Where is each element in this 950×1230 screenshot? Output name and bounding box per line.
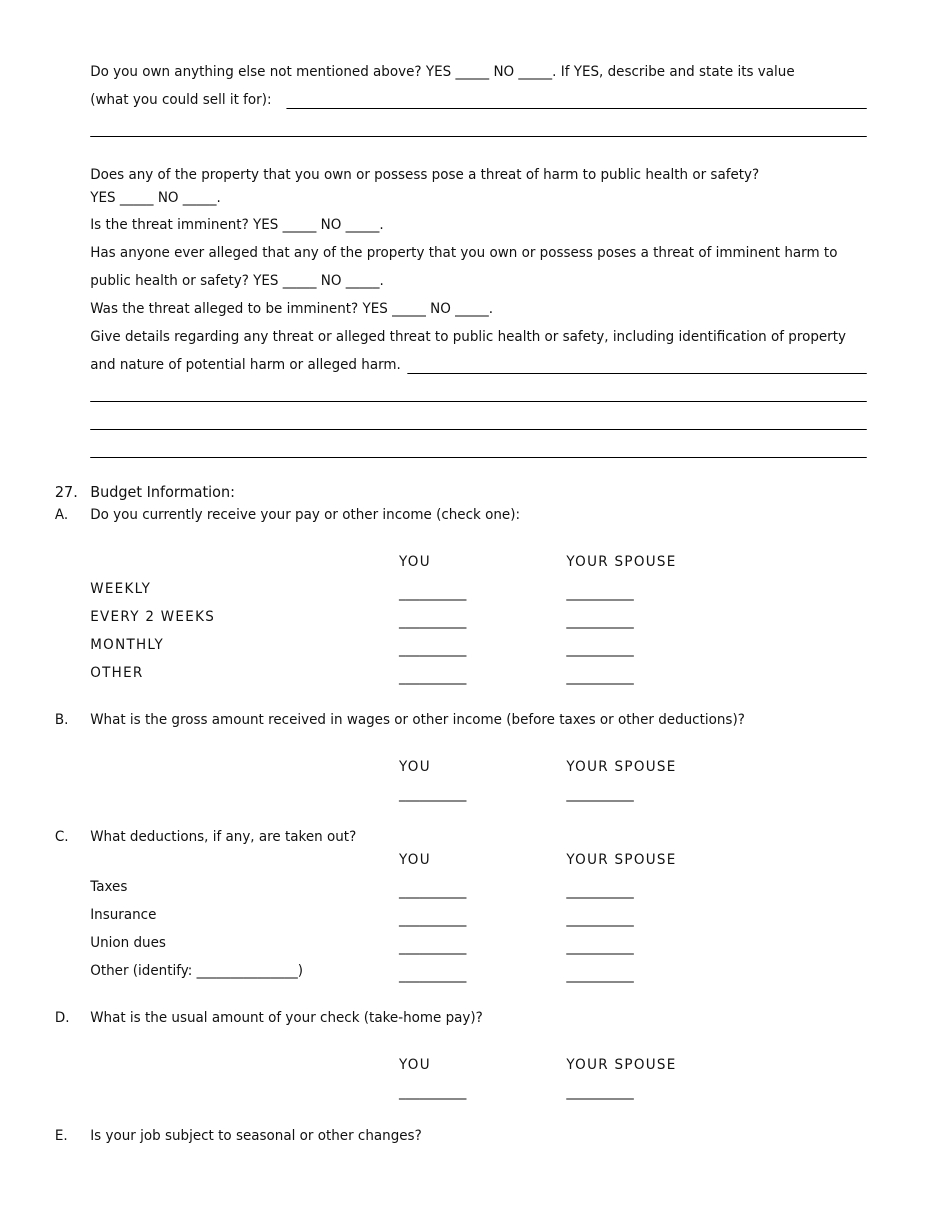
blank-you[interactable]: __________ xyxy=(398,641,467,657)
blank-spouse[interactable]: __________ xyxy=(566,786,634,802)
deduction-row-label: Taxes xyxy=(90,879,128,895)
item-e-question: Is your job subject to seasonal or other changes? xyxy=(90,1128,422,1144)
blank-spouse[interactable]: __________ xyxy=(566,939,634,955)
section-number: 27. xyxy=(54,483,78,501)
threat-details-line-1[interactable] xyxy=(407,373,866,374)
blank-spouse[interactable]: __________ xyxy=(566,883,634,899)
threat-details-line-2[interactable] xyxy=(90,401,867,402)
deduction-row-label: Union dues xyxy=(90,935,166,951)
item-c-question: What deductions, if any, are taken out? xyxy=(90,829,357,845)
item-a-letter: A. xyxy=(54,507,69,523)
threat-question-5-cont: and nature of potential harm or alleged harm. xyxy=(90,357,401,373)
blank-you[interactable]: __________ xyxy=(398,613,467,629)
blank-you[interactable]: __________ xyxy=(398,669,467,685)
threat-details-line-4[interactable] xyxy=(90,457,867,458)
blank-you[interactable]: __________ xyxy=(398,585,467,601)
threat-question-1-answer[interactable]: YES _____ NO _____. xyxy=(90,190,221,206)
deduction-row-label: Insurance xyxy=(90,907,157,923)
item-d-question: What is the usual amount of your check (take-home pay)? xyxy=(90,1010,483,1026)
col-you-header: YOU xyxy=(398,554,431,570)
deduction-row-label[interactable]: Other (identify: _______________) xyxy=(90,963,303,979)
own-else-answer-line-1[interactable] xyxy=(286,108,866,109)
item-a-question: Do you currently receive your pay or other income (check one): xyxy=(90,507,521,523)
threat-question-4[interactable]: Was the threat alleged to be imminent? YES _____ NO _____. xyxy=(90,301,494,317)
blank-spouse[interactable]: __________ xyxy=(566,641,634,657)
col-spouse-header: YOUR SPOUSE xyxy=(566,554,677,570)
col-you-header: YOU xyxy=(398,1057,431,1073)
section-title: Budget Information: xyxy=(90,483,235,501)
col-spouse-header: YOUR SPOUSE xyxy=(566,1057,677,1073)
blank-you[interactable]: __________ xyxy=(398,883,467,899)
col-you-header: YOU xyxy=(398,852,431,868)
threat-question-3: Has anyone ever alleged that any of the property that you own or possess poses a threat of imminent harm to xyxy=(90,245,838,261)
frequency-row-label: OTHER xyxy=(90,665,144,681)
blank-spouse[interactable]: __________ xyxy=(566,967,634,983)
blank-you[interactable]: __________ xyxy=(398,786,467,802)
own-else-answer-line-2[interactable] xyxy=(90,136,867,137)
frequency-row-label: WEEKLY xyxy=(90,581,152,597)
blank-spouse[interactable]: __________ xyxy=(566,585,634,601)
item-b-question: What is the gross amount received in wages or other income (before taxes or other deductions)? xyxy=(90,712,745,728)
threat-question-3-cont[interactable]: public health or safety? YES _____ NO _____. xyxy=(90,273,384,289)
blank-spouse[interactable]: __________ xyxy=(566,911,634,927)
col-spouse-header: YOUR SPOUSE xyxy=(566,852,677,868)
frequency-row-label: MONTHLY xyxy=(90,637,164,653)
own-else-question-cont: (what you could sell it for): xyxy=(90,92,272,108)
blank-you[interactable]: __________ xyxy=(398,1084,467,1100)
blank-you[interactable]: __________ xyxy=(398,911,467,927)
frequency-row-label: EVERY 2 WEEKS xyxy=(90,609,216,625)
threat-question-1: Does any of the property that you own or possess pose a threat of harm to public health or safety? xyxy=(90,167,760,183)
item-c-letter: C. xyxy=(54,829,69,845)
blank-you[interactable]: __________ xyxy=(398,967,467,983)
threat-question-2[interactable]: Is the threat imminent? YES _____ NO _____. xyxy=(90,217,384,233)
blank-spouse[interactable]: __________ xyxy=(566,669,634,685)
blank-you[interactable]: __________ xyxy=(398,939,467,955)
item-d-letter: D. xyxy=(54,1010,70,1026)
col-spouse-header: YOUR SPOUSE xyxy=(566,759,677,775)
item-b-letter: B. xyxy=(54,712,69,728)
threat-question-5: Give details regarding any threat or alleged threat to public health or safety, including identification of property xyxy=(90,329,847,345)
col-you-header: YOU xyxy=(398,759,431,775)
own-else-question: Do you own anything else not mentioned above? YES _____ NO _____. If YES, describe and state its value xyxy=(90,64,795,80)
threat-details-line-3[interactable] xyxy=(90,429,867,430)
blank-spouse[interactable]: __________ xyxy=(566,1084,634,1100)
blank-spouse[interactable]: __________ xyxy=(566,613,634,629)
item-e-letter: E. xyxy=(54,1128,68,1144)
